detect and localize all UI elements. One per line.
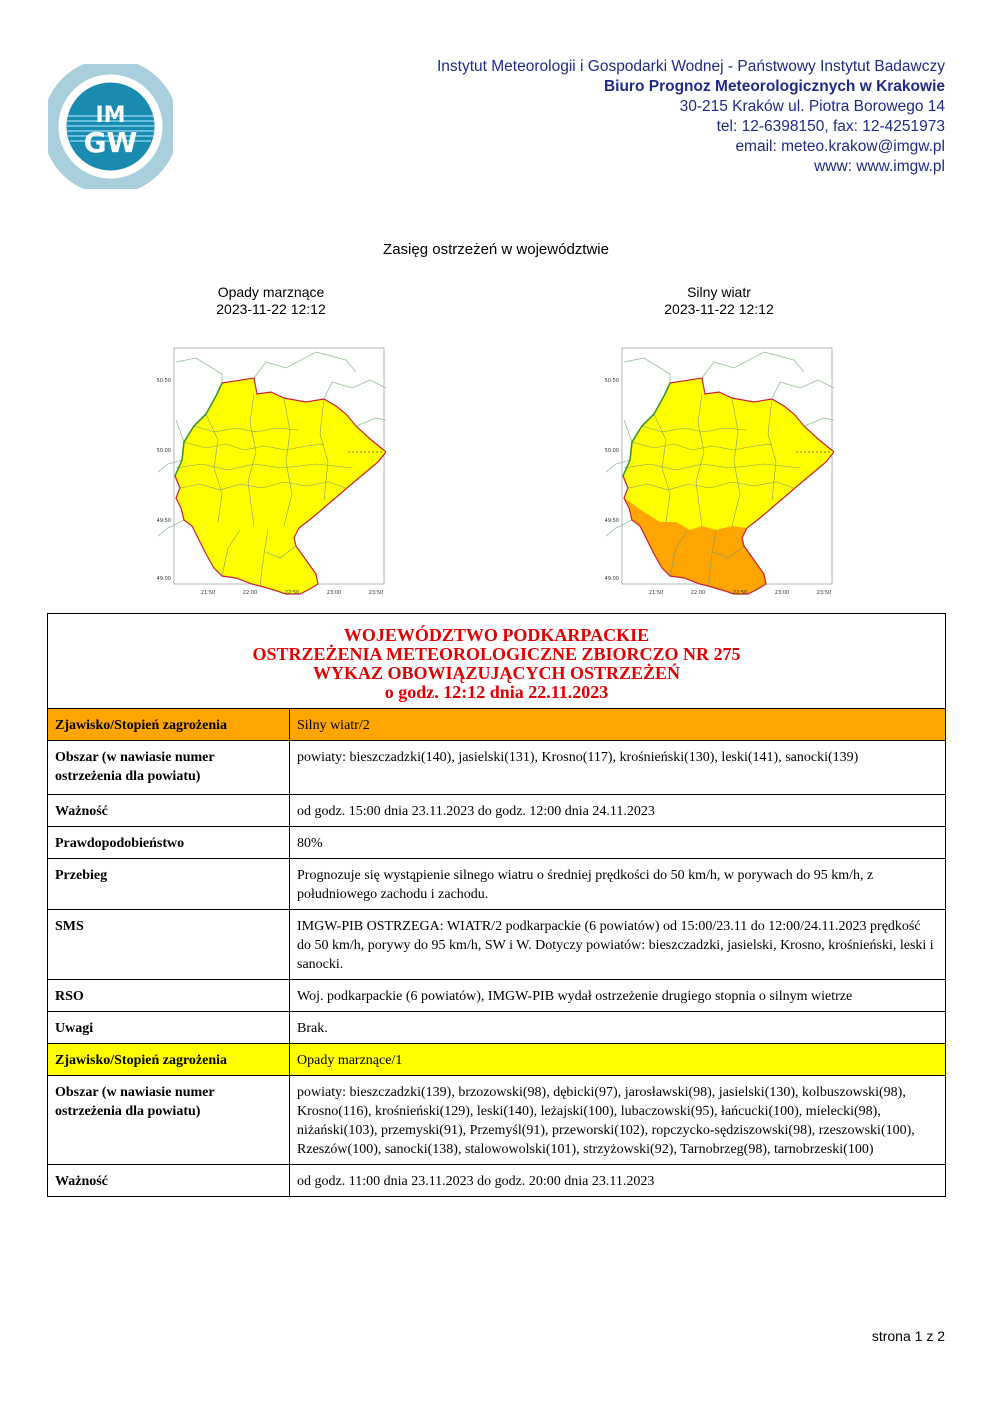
row-label: SMS	[48, 910, 290, 980]
warnings-table	[47, 613, 946, 1197]
row-label: Zjawisko/Stopień zagrożenia	[48, 709, 290, 741]
table-row	[48, 741, 946, 795]
row-label: Uwagi	[48, 1012, 290, 1044]
svg-text:IM: IM	[95, 103, 126, 128]
phenomenon-value: Silny wiatr/2	[290, 709, 946, 741]
row-label: RSO	[48, 980, 290, 1012]
table-row	[48, 1044, 946, 1076]
row-label: Ważność	[48, 795, 290, 827]
y-tick-label: 49:00	[156, 576, 171, 582]
list-title: WYKAZ OBOWIĄZUJĄCYCH OSTRZEŻEŃ	[312, 663, 681, 683]
map-time: 2023-11-22 12:12	[216, 301, 326, 317]
validity-value: od godz. 15:00 dnia 23.11.2023 do godz. 12:00 dnia 24.11.2023	[290, 795, 946, 827]
map-freezing-rain	[156, 284, 386, 602]
y-tick-label: 50:00	[156, 448, 171, 454]
notes-value: Brak.	[290, 1012, 946, 1044]
table-row	[48, 980, 946, 1012]
x-tick-label: 23:00	[326, 590, 342, 596]
map-canvas	[604, 322, 834, 602]
table-row	[48, 859, 946, 910]
row-label: Obszar (w nawiasie numer ostrzeżenia dla powiatu)	[48, 741, 290, 795]
y-tick-label: 49:50	[604, 518, 619, 524]
area-value: powiaty: bieszczadzki(140), jasielski(131), Krosno(117), krośnieński(130), leski(141), sanocki(139)	[290, 741, 946, 795]
y-tick-label: 50:00	[604, 448, 619, 454]
table-row	[48, 1012, 946, 1044]
area-value: powiaty: bieszczadzki(139), brzozowski(98), dębicki(97), jarosławski(98), jasielski(130), kolbuszowski(98), Krosno(116), krośnieński(129), leski(140), leżajski(100), lubaczowski(95), łańcucki(100), mielecki(98), niżański(103), przemyski(91), Przemyśl(91), przeworski(102), ropczycko-sędziszowski(98), rzeszowski(100), Rzeszów(100), sanocki(138), stalowowolski(101), strzyżowski(92), Tarnobrzeg(98), tarnobrzeski(100)	[290, 1076, 946, 1165]
x-tick-label: 22:50	[732, 590, 748, 596]
table-row	[48, 910, 946, 980]
row-label: Prawdopodobieństwo	[48, 827, 290, 859]
row-label: Obszar (w nawiasie numer ostrzeżenia dla powiatu)	[48, 1076, 290, 1165]
institute-header	[437, 57, 945, 177]
office-address: 30-215 Kraków ul. Piotra Borowego 14	[679, 98, 945, 115]
rso-value: Woj. podkarpackie (6 powiatów), IMGW-PIB wydał ostrzeżenie drugiego stopnia o silnym wietrze	[290, 980, 946, 1012]
region-title: WOJEWÓDZTWO PODKARPACKIE	[343, 625, 650, 645]
table-row	[48, 1076, 946, 1165]
probability-value: 80%	[290, 827, 946, 859]
map-title: Silny wiatr	[687, 284, 751, 300]
x-tick-label: 23:00	[774, 590, 790, 596]
sms-value: IMGW-PIB OSTRZEGA: WIATR/2 podkarpackie (6 powiatów) od 15:00/23.11 do 12:00/24.11.2023 prędkość do 50 km/h, porywy do 95 km/h, SW i W. Dotyczy powiatów: bieszczadzki, jasielski, Krosno, krośnieński, leski i sanocki.	[290, 910, 946, 980]
table-row	[48, 827, 946, 859]
x-tick-label: 23:50	[368, 590, 384, 596]
row-label: Zjawisko/Stopień zagrożenia	[48, 1044, 290, 1076]
table-title	[48, 614, 946, 709]
x-tick-label: 22:00	[690, 590, 706, 596]
x-tick-label: 22:00	[242, 590, 258, 596]
issue-time: o godz. 12:12 dnia 22.11.2023	[384, 682, 609, 702]
imgw-logo	[48, 64, 173, 189]
page-number: strona 1 z 2	[871, 1328, 945, 1344]
map-canvas	[156, 322, 386, 602]
row-label: Ważność	[48, 1165, 290, 1197]
svg-text:GW: GW	[83, 126, 138, 159]
y-tick-label: 49:00	[604, 576, 619, 582]
x-tick-label: 22:50	[284, 590, 300, 596]
institute-name: Instytut Meteorologii i Gospodarki Wodnej - Państwowy Instytut Badawczy	[437, 58, 945, 75]
office-phone: tel: 12-6398150, fax: 12-4251973	[716, 118, 945, 135]
range-title: Zasięg ostrzeżeń w województwie	[383, 241, 609, 258]
table-row	[48, 795, 946, 827]
course-value: Prognozuje się wystąpienie silnego wiatru o średniej prędkości do 50 km/h, w porywach do 95 km/h, z południowego zachodu i zachodu.	[290, 859, 946, 910]
x-tick-label: 23:50	[816, 590, 832, 596]
bulletin-title: OSTRZEŻENIA METEOROLOGICZNE ZBIORCZO NR 275	[252, 644, 741, 664]
x-tick-label: 21:50	[648, 590, 664, 596]
y-tick-label: 50:50	[604, 378, 619, 384]
y-tick-label: 50:50	[156, 378, 171, 384]
office-name: Biuro Prognoz Meteorologicznych w Krakowie	[603, 78, 945, 95]
office-email[interactable]: email: meteo.krakow@imgw.pl	[735, 138, 945, 155]
table-row	[48, 709, 946, 741]
validity-value: od godz. 11:00 dnia 23.11.2023 do godz. 20:00 dnia 23.11.2023	[290, 1165, 946, 1197]
x-tick-label: 21:50	[200, 590, 216, 596]
y-tick-label: 49:50	[156, 518, 171, 524]
phenomenon-value: Opady marznące/1	[290, 1044, 946, 1076]
table-row	[48, 1165, 946, 1197]
row-label: Przebieg	[48, 859, 290, 910]
map-title: Opady marznące	[217, 284, 325, 300]
map-time: 2023-11-22 12:12	[664, 301, 774, 317]
office-website[interactable]: www: www.imgw.pl	[814, 158, 945, 175]
map-strong-wind	[604, 284, 834, 602]
